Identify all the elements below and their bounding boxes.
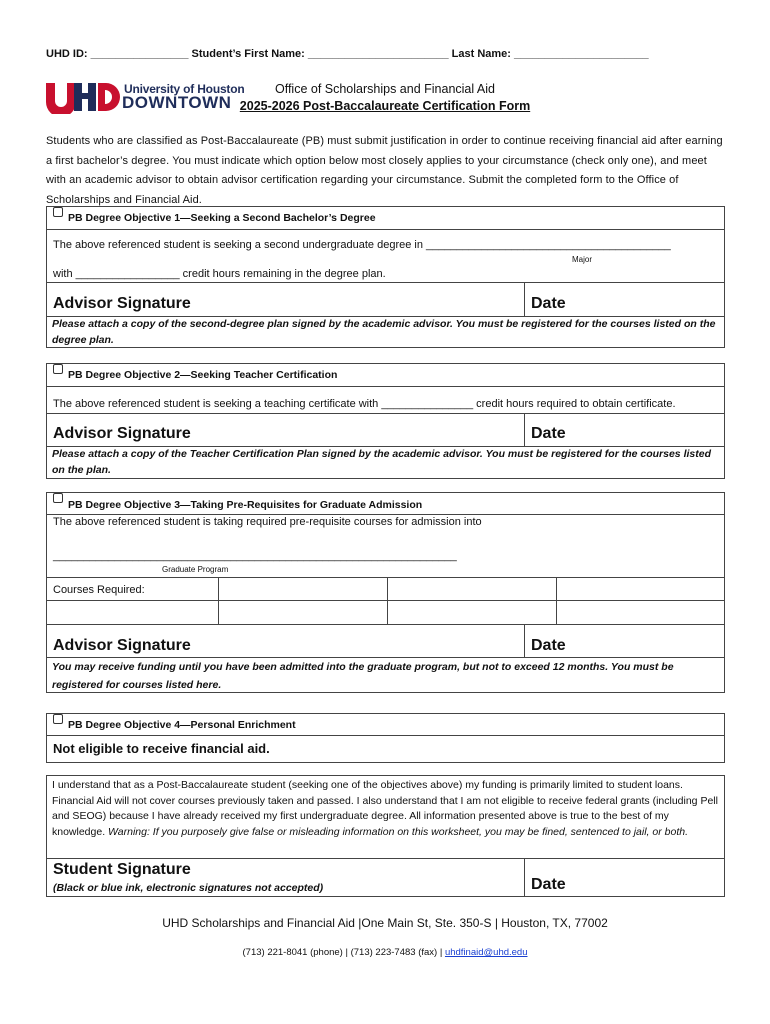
objective-2-checkbox[interactable] [53,364,63,374]
objective-1-advisor-signature-field[interactable]: Advisor Signature [53,295,191,312]
objective-4-checkbox[interactable] [53,714,63,724]
objective-1-major-line[interactable]: The above referenced student is seeking a second undergraduate degree in ________________________________________ [53,239,671,251]
courses-required-label: Courses Required: [53,584,145,596]
email-link[interactable]: uhdfinaid@uhd.edu [444,947,528,958]
objective-2-date-field[interactable]: Date [531,425,566,442]
course-cell[interactable] [557,601,724,623]
graduate-program-label: Graduate Program [162,565,229,574]
course-cell[interactable] [388,601,555,623]
office-name: Office of Scholarships and Financial Aid [274,82,496,96]
major-label: Major [572,255,593,264]
course-cell[interactable] [219,601,386,623]
objective-3-checkbox[interactable] [53,493,63,503]
not-eligible-text: Not eligible to receive financial aid. [53,741,270,756]
student-signature-field[interactable]: Student Signature [53,861,191,878]
graduate-program-field[interactable]: __________________________________________________________________ [53,550,457,562]
objective-2-advisor-signature-field[interactable]: Advisor Signature [53,425,191,442]
objective-3-note: You may receive funding until you have been admitted into the graduate program, but not to exceed 12 months. You must be registered for courses listed here. [52,661,674,691]
footer-address: UHD Scholarships and Financial Aid |One Main St, Ste. 350-S | Houston, TX, 77002 [162,916,608,930]
logo-university-text: University of Houston [124,82,245,96]
objective-3-description: The above referenced student is taking required pre-requisite courses for admission into [53,516,482,528]
uhd-logo [44,80,245,114]
objective-2-title: PB Degree Objective 2—Seeking Teacher Certification [68,369,338,381]
objective-2-note: Please attach a copy of the Teacher Certification Plan signed by the academic advisor. You must be registered for the courses listed on the plan. [52,448,711,476]
objective-4-title: PB Degree Objective 4—Personal Enrichment [68,719,296,731]
course-cell[interactable] [47,601,217,623]
course-cell[interactable] [557,578,724,600]
footer-contact [0,947,770,958]
logo-campus-text: DOWNTOWN [122,93,232,112]
objective-3-title: PB Degree Objective 3—Taking Pre-Requisites for Graduate Admission [68,499,423,511]
acknowledgement-text [52,778,720,840]
ink-note: (Black or blue ink, electronic signatures not accepted) [53,882,324,894]
objective-1-date-field[interactable]: Date [531,295,566,312]
student-date-field[interactable]: Date [531,876,566,893]
objective-3-advisor-signature-field[interactable]: Advisor Signature [53,637,191,654]
objective-1-checkbox[interactable] [53,207,63,217]
objective-1-note: Please attach a copy of the second-degree plan signed by the academic advisor. You must be registered for the courses listed on the degree plan. [52,318,716,346]
student-id-name-line[interactable]: UHD ID: ________________ Student’s First Name: _______________________ Last Name: ______________________ [46,48,649,60]
acknowledgement-statement: I understand that as a Post-Baccalaureate student (seeking one of the objectives above) my funding is primarily limited to student loans. Financial Aid will not cover courses previously taken and passed. I also understand that I am not eligible to receive federal grants (including Pell and SEOG) because I have already received my first undergraduate degree. All information presented above is true to the best of my knowledge. [52,779,718,838]
form-title: 2025-2026 Post-Baccalaureate Certification Form [239,99,531,113]
objective-1-credit-hours-line[interactable]: with _________________ credit hours remaining in the degree plan. [53,268,386,280]
warning-text: Warning: If you purposely give false or misleading information on this worksheet, you may be fined, sentenced to jail, or both. [108,825,688,838]
course-cell[interactable] [388,578,555,600]
uhd-logo-mark-icon [44,80,122,114]
objective-2-credit-hours-line[interactable]: The above referenced student is seeking a teaching certificate with _______________ credit hours required to obtain certificate. [53,398,676,410]
footer-phones: (713) 221-8041 (phone) | (713) 223-7483 (fax) | [242,947,445,958]
intro-paragraph: Students who are classified as Post-Baccalaureate (PB) must submit justification in order to continue receiving financial aid after earning a first bachelor’s degree. You must indicate which option below most closely applies to your circumstance (check only one), and meet with an academic advisor to obtain advisor certification regarding your circumstance. Submit the completed form to the Office of Scholarships and Financial Aid. [46,135,723,206]
objective-3-date-field[interactable]: Date [531,637,566,654]
course-cell[interactable] [219,578,386,600]
objective-1-title: PB Degree Objective 1—Seeking a Second Bachelor’s Degree [68,212,376,224]
